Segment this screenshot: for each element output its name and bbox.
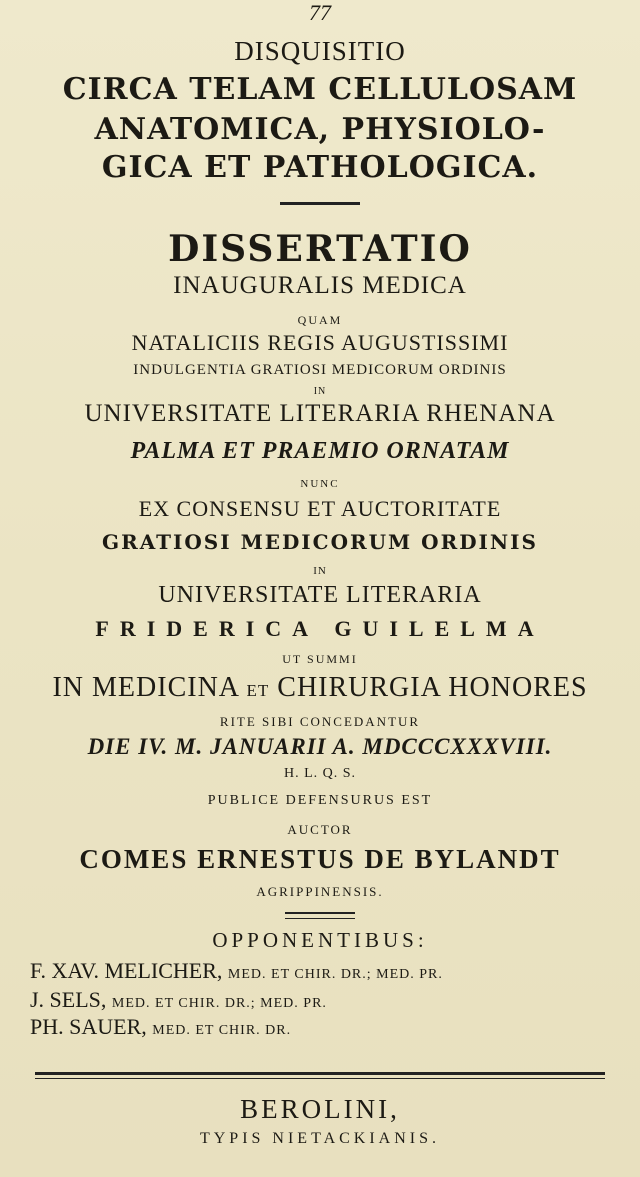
typis-line: TYPIS NIETACKIANIS. bbox=[199, 1130, 441, 1147]
opponent-name: F. XAV. MELICHER, bbox=[30, 958, 223, 983]
bottom-rule bbox=[35, 1072, 605, 1075]
title-line-1: DISQUISITIO bbox=[234, 36, 406, 66]
friderica-line: FRIDERICA GUILELMA bbox=[95, 616, 545, 641]
quam-line: QUAM bbox=[297, 313, 343, 327]
date-line: DIE IV. M. JANUARII A. MDCCCXXXVIII. bbox=[87, 734, 553, 759]
agrippinensis-line: AGRIPPINENSIS. bbox=[256, 884, 384, 899]
gratiosi-ordinis-line: GRATIOSI MEDICORUM ORDINIS bbox=[102, 530, 538, 554]
hlqs-line: H. L. Q. S. bbox=[283, 766, 357, 781]
opponentibus-heading: OPPONENTIBUS: bbox=[212, 928, 428, 952]
opponent-row bbox=[30, 987, 630, 1013]
opponent-row bbox=[30, 1014, 630, 1040]
divider-double-2 bbox=[285, 918, 355, 919]
nunc-line: NUNC bbox=[300, 478, 340, 490]
inauguralis-line: INAUGURALIS MEDICA bbox=[173, 272, 467, 299]
divider-double bbox=[285, 912, 355, 914]
title-line-3: ANATOMICA, PHYSIOLO- bbox=[94, 112, 546, 147]
universitate-rhenana-line: UNIVERSITATE LITERARIA RHENANA bbox=[84, 400, 556, 427]
consensu-line: EX CONSENSU ET AUCTORITATE bbox=[138, 496, 502, 521]
opponent-name: PH. SAUER, bbox=[30, 1014, 147, 1039]
in-medicina: IN MEDICINA bbox=[52, 672, 239, 703]
universitate-literaria-line: UNIVERSITATE LITERARIA bbox=[158, 582, 482, 608]
nataliciis-line: NATALICIIS REGIS AUGUSTISSIMI bbox=[131, 330, 509, 355]
publice-line: PUBLICE DEFENSURUS EST bbox=[207, 793, 433, 808]
in-line-2: IN bbox=[313, 565, 327, 577]
bottom-rule-2 bbox=[35, 1078, 605, 1079]
et-word: ET bbox=[246, 681, 270, 700]
ut-summi-line: UT SUMMI bbox=[282, 652, 358, 666]
opponent-title: MED. ET CHIR. DR. bbox=[152, 1023, 292, 1038]
opponent-name: J. SELS, bbox=[30, 987, 107, 1012]
auctor-line: AUCTOR bbox=[287, 822, 353, 837]
divider-short bbox=[280, 202, 360, 205]
opponent-title: MED. ET CHIR. DR.; MED. PR. bbox=[111, 996, 327, 1011]
title-line-4: GICA ET PATHOLOGICA. bbox=[101, 150, 539, 185]
page-number: 77 bbox=[309, 0, 331, 25]
title-line-2: CIRCA TELAM CELLULOSAM bbox=[62, 72, 578, 107]
chirurgia-honores: CHIRURGIA HONORES bbox=[277, 672, 588, 703]
in-line-1: IN bbox=[313, 386, 327, 397]
berolini-line: BEROLINI, bbox=[240, 1094, 400, 1124]
palma-line: PALMA ET PRAEMIO ORNATAM bbox=[130, 438, 510, 464]
opponent-title: MED. ET CHIR. DR.; MED. PR. bbox=[227, 967, 443, 982]
medicina-line bbox=[0, 672, 640, 704]
rite-line: RITE SIBI CONCEDANTUR bbox=[219, 714, 421, 729]
author-name: COMES ERNESTUS DE BYLANDT bbox=[79, 844, 561, 874]
opponent-row bbox=[30, 958, 630, 984]
indulgentia-line: INDULGENTIA GRATIOSI MEDICORUM ORDINIS bbox=[133, 362, 507, 378]
dissertatio-heading: DISSERTATIO bbox=[168, 228, 472, 270]
